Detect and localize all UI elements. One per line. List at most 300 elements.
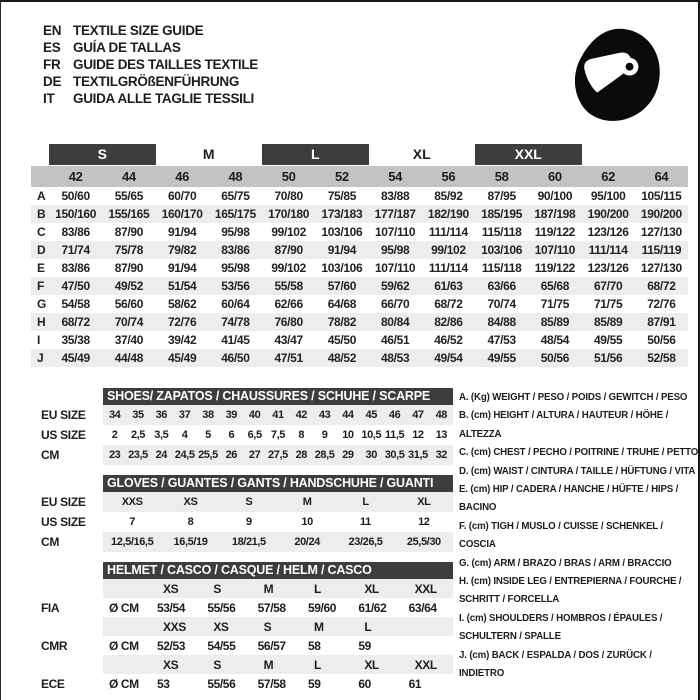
cell-value: 7,5: [270, 429, 285, 441]
language-title: TEXTILE SIZE GUIDE: [73, 23, 204, 38]
helmet-org-label: CMR: [41, 636, 103, 655]
size-number: 56: [422, 166, 475, 187]
helmet-size-spacer: [41, 617, 103, 636]
legend-item: J. (cm) BACK / ESPALDA / DOS / ZURÜCK / INDIETRO: [459, 649, 652, 680]
cell-value: 13: [435, 429, 448, 441]
cell-value: 18/21,5: [220, 532, 278, 552]
language-title: TEXTILGRÖßENFÜHRUNG: [73, 74, 240, 89]
measure-value: 87/90: [114, 225, 144, 239]
size-group-spacer: [582, 144, 635, 166]
cell-value: 28,5: [313, 445, 336, 465]
measure-value: 115/119: [635, 241, 688, 259]
helmet-cm-value: 56/57: [252, 636, 302, 655]
measure-key: J: [31, 349, 49, 367]
measure-value: 80/84: [369, 313, 422, 331]
measure-value: 111/114: [428, 225, 468, 239]
language-row: [43, 73, 258, 90]
measure-value: 49/55: [593, 333, 623, 347]
measure-value: 60/70: [167, 189, 197, 203]
helmet-org-label: FIA: [41, 598, 103, 617]
measure-value: 119/122: [534, 261, 575, 275]
size-group-spacer: [31, 144, 49, 166]
size-group-l: [262, 144, 369, 166]
cell-value: 4: [181, 429, 188, 441]
measure-value: 107/110: [374, 225, 416, 239]
legend-item: D. (cm) WAIST / CINTURA / TAILLE / HÜFTUNG / VITA: [459, 465, 696, 477]
measure-key: E: [37, 261, 45, 275]
measure-value: 91/94: [315, 241, 368, 259]
measurement-legend: [459, 389, 699, 684]
measure-value: 79/82: [156, 241, 209, 259]
measure-value: 45/49: [49, 349, 102, 367]
cell-value: 30: [360, 445, 383, 465]
cell-value: 43: [313, 405, 336, 425]
row-label: EU SIZE: [41, 405, 103, 425]
language-code: ES: [43, 40, 61, 55]
measure-value: 87/91: [635, 313, 688, 331]
helmet-cm-value: 54/55: [201, 636, 251, 655]
helmet-size-unit-spacer: [103, 655, 151, 674]
size-number: 64: [635, 166, 688, 187]
language-title-list: [43, 22, 258, 107]
helmet-cm-value: 63/64: [403, 598, 453, 617]
cell-value: 10,5: [361, 429, 382, 441]
measure-value: 47/50: [49, 277, 102, 295]
helmet-size-unit-spacer: [103, 617, 151, 636]
helmet-table: [41, 562, 453, 693]
helmet-size-row-cmr: [41, 617, 453, 636]
measure-row-A: [31, 187, 688, 205]
size-group-label: XXL: [475, 144, 582, 165]
size-number: 46: [156, 166, 209, 187]
helmet-cm-value: 61: [403, 674, 453, 693]
cell-value: 11,5: [385, 429, 405, 441]
cell-value: 30,5: [383, 445, 406, 465]
cell-value: 28: [290, 445, 313, 465]
measure-row-E: [31, 259, 688, 277]
cell-value: 23: [103, 445, 126, 465]
measure-value: 95/98: [221, 261, 250, 275]
measure-key: D: [31, 241, 49, 259]
measure-key: H: [31, 313, 49, 331]
language-title: GUIDE DES TAILLES TEXTILE: [73, 57, 259, 72]
legend-item: H. (cm) INSIDE LEG / ENTREPIERNA / FOURCHE / SCHRITT / FORCELLA: [459, 576, 682, 606]
measure-value: 76/80: [262, 313, 315, 331]
measure-value: 115/118: [481, 261, 522, 275]
measure-value: 83/86: [61, 225, 90, 239]
measure-value: 46/51: [380, 333, 410, 347]
measure-value: 56/60: [114, 297, 144, 311]
measure-key: I: [37, 333, 40, 347]
measure-value: 45/50: [327, 333, 357, 347]
helmet-cm-value: [403, 636, 453, 655]
measure-value: 190/200: [582, 205, 635, 223]
measure-value: 54/58: [61, 297, 90, 311]
measure-value: 62/66: [274, 297, 303, 311]
size-number: 44: [102, 166, 155, 187]
measure-value: 170/180: [262, 205, 315, 223]
cell-value: 5: [205, 429, 211, 441]
helmet-cm-value: 53: [151, 674, 201, 693]
measure-value: 82/86: [422, 313, 475, 331]
cell-value: 9: [321, 429, 328, 441]
cell-value: XS: [161, 492, 219, 512]
measure-value: 123/126: [587, 261, 629, 275]
measure-value: 127/130: [640, 225, 682, 239]
cell-value: 41: [266, 405, 289, 425]
cell-value: 37: [173, 405, 196, 425]
cell-value: 35: [126, 405, 149, 425]
size-number: 42: [49, 166, 102, 187]
measure-key: A: [37, 189, 46, 203]
measure-value: 45/49: [156, 349, 209, 367]
cell-value: 12: [412, 429, 424, 441]
cell-value: M: [278, 492, 336, 512]
measure-value: 70/74: [102, 313, 155, 331]
cell-value: 40: [243, 405, 266, 425]
measure-value: 107/110: [374, 261, 416, 275]
measure-value: 75/85: [327, 189, 357, 203]
cell-value: 27,5: [266, 445, 289, 465]
cell-value: 38: [196, 405, 219, 425]
helmet-unit-label: Ø CM: [103, 674, 151, 693]
measure-value: 95/98: [221, 225, 250, 239]
helmet-size-label: [403, 617, 453, 636]
measure-value: 182/190: [422, 205, 475, 223]
measure-value: 111/114: [582, 241, 635, 259]
helmet-unit-label: Ø CM: [103, 598, 151, 617]
cell-value: 20/24: [278, 532, 336, 552]
measure-row-H: [31, 313, 688, 331]
measure-row-C: [31, 223, 688, 241]
measure-value: 103/106: [321, 225, 363, 239]
measure-value: 83/86: [209, 241, 262, 259]
measure-value: 68/72: [434, 297, 463, 311]
measure-value: 91/94: [167, 225, 197, 239]
section-row-eu-size: [41, 405, 453, 425]
cell-value: 27: [243, 445, 266, 465]
size-group-s: [49, 144, 156, 166]
measure-value: 190/200: [635, 205, 688, 223]
measure-value: 99/102: [271, 261, 306, 275]
measure-row-B: [31, 205, 688, 223]
helmet-icon: [563, 22, 667, 126]
cell-value: 47: [406, 405, 429, 425]
helmet-cm-value: 55/56: [201, 674, 251, 693]
measure-value: 160/170: [156, 205, 209, 223]
measure-value: 67/70: [582, 277, 635, 295]
measure-value: 111/114: [428, 261, 468, 275]
cell-value: 2: [111, 429, 118, 441]
cell-value: 6,5: [247, 429, 262, 441]
helmet-cm-value: 57/58: [252, 674, 302, 693]
measure-value: 71/75: [540, 297, 570, 311]
helmet-size-label: L: [352, 617, 402, 636]
measure-value: 103/106: [475, 241, 528, 259]
measure-value: 85/92: [434, 189, 463, 203]
size-group-label: S: [49, 144, 156, 165]
measure-value: 173/183: [315, 205, 368, 223]
measure-row-J: [31, 349, 688, 367]
helmet-size-row-fia: [41, 579, 453, 598]
size-number: 54: [369, 166, 422, 187]
measure-value: 185/195: [475, 205, 528, 223]
measure-value: 37/40: [114, 333, 144, 347]
size-group-label: M: [202, 146, 215, 162]
cell-value: 36: [150, 405, 173, 425]
measure-value: 51/56: [582, 349, 635, 367]
language-row: [43, 56, 258, 73]
bottom-sections: [41, 388, 453, 693]
measure-value: 115/118: [481, 225, 522, 239]
measure-value: 99/102: [422, 241, 475, 259]
measure-value: 87/90: [262, 241, 315, 259]
measure-value: 64/68: [327, 297, 357, 311]
measure-value: 46/52: [434, 333, 463, 347]
helmet-cm-value: 60: [352, 674, 402, 693]
cell-value: 10: [342, 429, 354, 441]
measure-value: 57/60: [315, 277, 368, 295]
cell-value: 24,5: [173, 445, 196, 465]
measure-value: 49/55: [475, 349, 528, 367]
measure-value: 51/54: [156, 277, 209, 295]
size-number-spacer: [31, 166, 49, 187]
measure-value: 150/160: [49, 205, 102, 223]
language-code: DE: [43, 74, 62, 89]
measure-value: 87/95: [487, 189, 516, 203]
measure-value: 52/58: [635, 349, 688, 367]
size-group-label: L: [262, 144, 369, 165]
cell-value: 16,5/19: [161, 532, 219, 552]
measure-value: 87/90: [114, 261, 144, 275]
helmet-size-unit-spacer: [103, 579, 151, 598]
language-row: [43, 22, 258, 39]
cell-value: 7: [129, 516, 136, 528]
size-group-xl: [369, 144, 476, 166]
measure-value: 84/88: [475, 313, 528, 331]
cell-value: 29: [336, 445, 359, 465]
measure-value: 60/64: [221, 297, 250, 311]
cell-value: 12,5/16,5: [103, 532, 161, 552]
measure-value: 119/122: [534, 225, 575, 239]
cell-value: 42: [290, 405, 313, 425]
measure-value: 59/62: [369, 277, 422, 295]
measure-value: 50/60: [61, 189, 90, 203]
helmet-size-label: XL: [352, 655, 402, 674]
legend-item: A. (Kg) WEIGHT / PESO / POIDS / GEWITCH / PESO: [459, 392, 688, 403]
helmet-size-label: XXL: [403, 655, 453, 674]
legend-item: B. (cm) HEIGHT / ALTURA / HAUTEUR / HÖHE / ALTEZZA: [459, 410, 669, 440]
measure-value: 99/102: [271, 225, 306, 239]
helmet-title-row: [41, 562, 453, 579]
measure-value: 68/72: [635, 277, 688, 295]
helmet-cm-value: 61/62: [352, 598, 402, 617]
helmet-size-label: XS: [151, 579, 201, 598]
size-number: 62: [582, 166, 635, 187]
measure-value: 48/52: [315, 349, 368, 367]
legend-item: E. (cm) HIP / CADERA / HANCHE / HÜFTE / HIPS / BACINO: [459, 484, 679, 514]
cell-value: 46: [383, 405, 406, 425]
section-row-cm: [41, 532, 453, 552]
measure-value: 66/70: [380, 297, 410, 311]
measure-value: 53/56: [209, 277, 262, 295]
helmet-size-label: XS: [151, 655, 201, 674]
cell-value: 8: [298, 429, 305, 441]
cell-value: 25,5/30: [395, 532, 453, 552]
size-group-label: XL: [412, 146, 431, 162]
measure-value: 68/72: [49, 313, 102, 331]
size-group-row: [31, 144, 688, 166]
measure-value: 78/82: [315, 313, 368, 331]
measure-value: 107/110: [528, 241, 581, 259]
helmet-cm-value: 53/54: [151, 598, 201, 617]
row-label: US SIZE: [41, 425, 103, 445]
measure-value: 123/126: [587, 225, 629, 239]
cell-value: S: [220, 492, 278, 512]
helmet-title-spacer: [41, 562, 103, 579]
measure-row-I: [31, 331, 688, 349]
measure-value: 49/52: [102, 277, 155, 295]
helmet-unit-label: Ø CM: [103, 636, 151, 655]
measure-value: 47/51: [262, 349, 315, 367]
helmet-size-label: S: [201, 579, 251, 598]
measure-value: 72/76: [647, 297, 676, 311]
language-code: EN: [43, 23, 62, 38]
helmet-cm-value: 58: [302, 636, 352, 655]
measure-key: B: [31, 205, 49, 223]
measure-value: 47/53: [487, 333, 516, 347]
language-row: [43, 90, 258, 107]
cell-value: 12: [418, 516, 430, 528]
size-number: 52: [315, 166, 368, 187]
cell-value: 24: [150, 445, 173, 465]
cell-value: 11: [360, 516, 371, 528]
cell-value: 48: [430, 405, 453, 425]
measure-value: 85/89: [528, 313, 581, 331]
section-title: GLOVES / GUANTES / GANTS / HANDSCHUHE / GUANTI: [103, 475, 453, 492]
helmet-size-label: M: [302, 617, 352, 636]
cell-value: 26: [220, 445, 243, 465]
cell-value: 9: [245, 516, 252, 528]
cell-value: L: [336, 492, 394, 512]
measure-value: 70/80: [274, 189, 303, 203]
measure-value: 103/106: [321, 261, 363, 275]
section-row-us-size: [41, 512, 453, 532]
measure-value: 187/198: [528, 205, 581, 223]
helmet-cm-value: 52/53: [151, 636, 201, 655]
cell-value: XL: [395, 492, 453, 512]
measure-value: 83/88: [380, 189, 410, 203]
cell-value: 32: [430, 445, 453, 465]
measure-value: 50/56: [647, 333, 676, 347]
measure-value: 44/48: [102, 349, 155, 367]
section-title-spacer: [41, 388, 103, 405]
helmet-value-row-ece: [41, 674, 453, 693]
measure-value: 105/115: [641, 189, 682, 203]
helmet-size-row-ece: [41, 655, 453, 674]
measure-key: C: [37, 225, 46, 239]
measure-value: 65/75: [221, 189, 250, 203]
cell-value: XXS: [103, 492, 161, 512]
helmet-size-label: M: [252, 655, 302, 674]
measure-key: F: [31, 277, 49, 295]
measure-value: 71/75: [593, 297, 623, 311]
measure-value: 46/50: [209, 349, 262, 367]
cell-value: 31,5: [406, 445, 429, 465]
cell-value: 45: [360, 405, 383, 425]
measure-value: 39/42: [167, 333, 197, 347]
measure-value: 75/78: [102, 241, 155, 259]
language-title: GUIDA ALLE TAGLIE TESSILI: [73, 91, 254, 106]
size-group-xxl: [475, 144, 582, 166]
measure-value: 63/66: [475, 277, 528, 295]
measure-value: 90/100: [537, 189, 573, 203]
legend-item: F. (cm) TIGH / MUSLO / CUISSE / SCHENKEL / COSCIA: [459, 520, 663, 551]
cell-value: 10: [301, 516, 313, 528]
section-title-row: [41, 388, 453, 405]
helmet-size-label: XXL: [403, 579, 453, 598]
measure-value: 35/38: [61, 333, 90, 347]
helmet-value-row-cmr: [41, 636, 453, 655]
measure-key: G: [37, 297, 46, 311]
measure-value: 55/65: [114, 189, 144, 203]
size-number: 50: [262, 166, 315, 187]
row-label: CM: [41, 532, 103, 552]
measure-value: 74/78: [209, 313, 262, 331]
row-label: CM: [41, 445, 103, 465]
measure-value: 49/54: [422, 349, 475, 367]
cell-value: 8: [187, 516, 194, 528]
language-title: GUÍA DE TALLAS: [73, 40, 181, 55]
measure-value: 43/47: [274, 333, 303, 347]
helmet-cm-value: 55/56: [201, 598, 251, 617]
section-row-us-size: [41, 425, 453, 445]
helmet-org-label: ECE: [41, 674, 103, 693]
language-code: IT: [43, 91, 55, 106]
measure-value: 155/165: [102, 205, 155, 223]
measure-value: 91/94: [167, 261, 197, 275]
measure-value: 41/45: [221, 333, 250, 347]
shoes-table: [41, 388, 453, 465]
cell-value: 23/26,5: [336, 532, 394, 552]
measure-value: 177/187: [369, 205, 422, 223]
cell-value: 44: [336, 405, 359, 425]
measure-row-D: [31, 241, 688, 259]
measure-value: 58/62: [167, 297, 197, 311]
cell-value: 3,5: [154, 429, 169, 441]
size-number: 48: [209, 166, 262, 187]
legend-item: G. (cm) ARM / BRAZO / BRAS / ARM / BRACCIO: [459, 557, 672, 569]
section-title-spacer: [41, 475, 103, 492]
cell-value: 23,5: [126, 445, 149, 465]
helmet-size-spacer: [41, 579, 103, 598]
measure-value: 85/89: [582, 313, 635, 331]
helmet-size-label: S: [201, 655, 251, 674]
measure-value: 83/86: [61, 261, 90, 275]
measure-value: 48/53: [369, 349, 422, 367]
size-number-row: [31, 166, 688, 187]
cell-value: 34: [103, 405, 126, 425]
row-label: EU SIZE: [41, 492, 103, 512]
helmet-size-label: L: [302, 579, 352, 598]
measure-value: 95/100: [590, 189, 626, 203]
language-row: [43, 39, 258, 56]
helmet-cm-value: 57/58: [252, 598, 302, 617]
measure-value: 71/74: [49, 241, 102, 259]
row-label: US SIZE: [41, 512, 103, 532]
legend-item: I. (cm) SHOULDERS / HOMBROS / ÉPAULES / SCHULTERN / SPALLE: [459, 612, 663, 643]
main-size-table: [31, 144, 688, 367]
